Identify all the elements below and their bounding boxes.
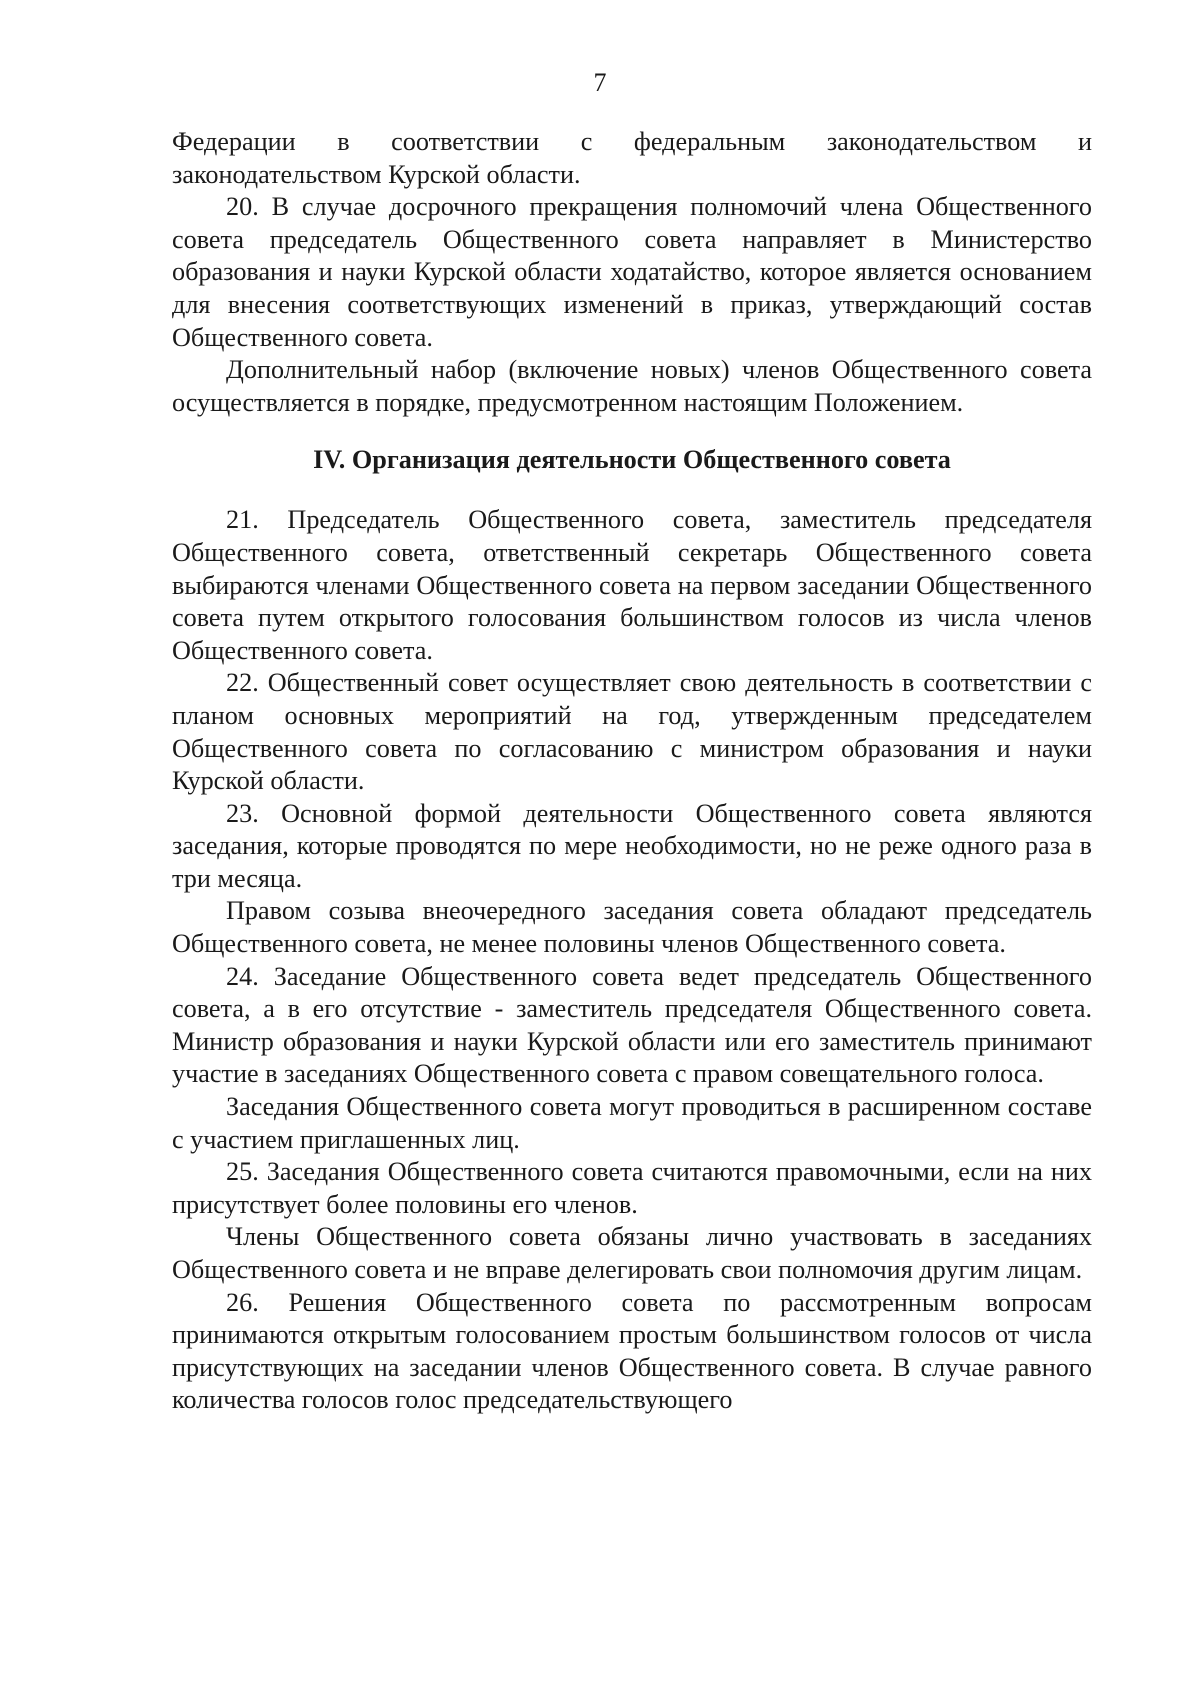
paragraph-21: 21. Председатель Общественного совета, заместитель председателя Общественного совета, ответственный секретарь Общественного совета выбираются членами Общественного совета на первом заседании Общественного совета путем открытого голосования большинством голосов из числа членов Общественного совета. bbox=[172, 505, 1092, 665]
paragraph-20: 20. В случае досрочного прекращения полномочий члена Общественного совета председатель Общественного совета направляет в Министерство образования и науки Курской области ходатайство, которое является основанием для внесения соответствующих изменений в приказ, утверждающий состав Общественного совета. bbox=[172, 192, 1092, 352]
paragraph-extraordinary-meeting: Правом созыва внеочередного заседания совета обладают председатель Общественного совета, не менее половины членов Общественного совета. bbox=[172, 896, 1092, 959]
paragraph-25: 25. Заседания Общественного совета считаются правомочными, если на них присутствует более половины его членов. bbox=[172, 1157, 1092, 1219]
paragraph-additional-recruitment: Дополнительный набор (включение новых) членов Общественного совета осуществляется в порядке, предусмотренном настоящим Положением. bbox=[172, 355, 1092, 417]
document-body bbox=[172, 126, 1092, 1417]
section-heading: IV. Организация деятельности Общественного совета bbox=[313, 445, 951, 475]
paragraph-24: 24. Заседание Общественного совета ведет председатель Общественного совета, а в его отсутствие - заместитель председателя Общественного совета. Министр образования и науки Курской области или его заместитель принимают участие в заседаниях Общественного совета с правом совещательного голоса. bbox=[172, 961, 1092, 1089]
paragraph-personal-participation: Члены Общественного совета обязаны лично участвовать в заседаниях Общественного совета и не вправе делегировать свои полномочия другим лицам. bbox=[172, 1222, 1092, 1284]
paragraph-23: 23. Основной формой деятельности Общественного совета являются заседания, которые проводятся по мере необходимости, но не реже одного раза в три месяца. bbox=[172, 798, 1092, 893]
paragraph-continuation: Федерации в соответствии с федеральным законодательством и законодательством Курской области. bbox=[172, 127, 1092, 189]
paragraph-extended-meetings: Заседания Общественного совета могут проводиться в расширенном составе с участием приглашенных лиц. bbox=[172, 1092, 1092, 1154]
paragraph-22: 22. Общественный совет осуществляет свою деятельность в соответствии с планом основных мероприятий на год, утвержденным председателем Общественного совета по согласованию с министром образования и науки Курской области. bbox=[172, 668, 1092, 796]
paragraph-26: 26. Решения Общественного совета по рассмотренным вопросам принимаются открытым голосованием простым большинством голосов от числа присутствующих на заседании членов Общественного совета. В случае равного количества голосов голос председательствующего bbox=[172, 1287, 1092, 1415]
page-number: 7 bbox=[593, 68, 607, 97]
